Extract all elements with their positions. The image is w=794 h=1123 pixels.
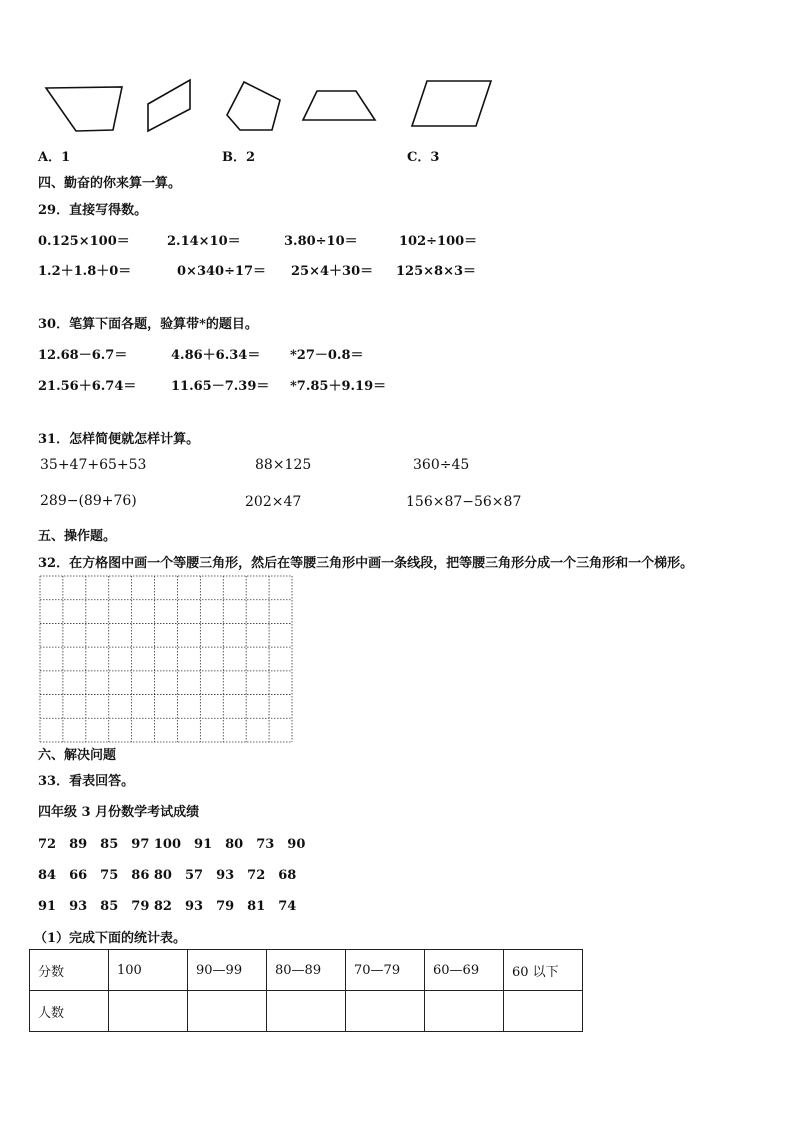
option-a: A．1 [38,150,71,165]
table-input-cell[interactable] [504,991,583,1032]
q31-item: 88×125 [255,457,312,473]
q33-part1: （1）完成下面的统计表。 [34,931,187,946]
section-5-heading: 五、操作题。 [38,529,117,544]
q29-item: 102÷100＝ [399,234,478,249]
shape-parallelogram-1 [148,80,190,131]
q29-item: 0×340÷17＝ [177,264,267,279]
table-header-cell: 60—69 [425,950,504,991]
table-header-cell: 分数 [30,950,109,991]
shape-parallelogram-2 [412,81,491,126]
table-row [30,991,583,1032]
q30-item: 11.65－7.39＝ [171,379,270,394]
q29-item: 3.80÷10＝ [284,234,358,249]
shape-quadrilateral-1 [46,87,122,131]
table-input-cell[interactable] [188,991,267,1032]
shapes-figure [0,0,794,140]
statistics-table [29,949,583,1032]
table-input-cell[interactable] [425,991,504,1032]
table-input-cell[interactable] [346,991,425,1032]
section-6-heading: 六、解决问题 [38,748,117,763]
q31-item: 289−(89+76) [40,493,137,509]
q31-item: 35+47+65+53 [40,457,147,473]
table-header-row [30,950,583,991]
q33-subtitle: 四年级 3 月份数学考试成绩 [38,805,200,820]
q31-item: 360÷45 [413,457,470,473]
scores-row: 84 66 75 86 80 57 93 72 68 [38,868,297,883]
table-header-cell: 60 以下 [504,950,583,991]
q30-item: 4.86＋6.34＝ [171,348,261,363]
q29-title: 29．直接写得数。 [38,203,148,218]
option-c: C．3 [407,150,440,165]
drawing-grid[interactable] [40,576,292,742]
q30-item: 12.68－6.7＝ [38,348,128,363]
option-b: B．2 [222,150,256,165]
q29-item: 125×8×3＝ [396,264,477,279]
q31-item: 156×87−56×87 [406,494,522,510]
table-input-cell[interactable] [109,991,188,1032]
table-header-cell: 90—99 [188,950,267,991]
scores-row: 91 93 85 79 82 93 79 81 74 [38,899,297,914]
section-4-heading: 四、勤奋的你来算一算。 [38,176,182,191]
scores-row: 72 89 85 97 100 91 80 73 90 [38,837,306,852]
q30-item: *7.85＋9.19＝ [290,379,387,394]
q33-title: 33．看表回答。 [38,774,135,789]
q30-title: 30．笔算下面各题，验算带*的题目。 [38,317,258,332]
table-header-cell: 100 [109,950,188,991]
q29-item: 2.14×10＝ [167,234,241,249]
q30-item: *27－0.8＝ [290,348,364,363]
q29-item: 25×4＋30＝ [291,264,374,279]
q31-item: 202×47 [245,494,302,510]
q31-title: 31．怎样简便就怎样计算。 [38,432,200,447]
q29-item: 1.2＋1.8＋0＝ [38,264,132,279]
table-row-label: 人数 [30,991,109,1032]
q32-title: 32．在方格图中画一个等腰三角形，然后在等腰三角形中画一条线段，把等腰三角形分成一个三角形和一个梯形。 [38,556,694,571]
shape-pentagon [227,82,280,130]
table-header-cell: 70—79 [346,950,425,991]
q30-item: 21.56＋6.74＝ [38,379,137,394]
q29-item: 0.125×100＝ [38,234,130,249]
shape-trapezoid [303,91,375,120]
table-header-cell: 80—89 [267,950,346,991]
table-input-cell[interactable] [267,991,346,1032]
